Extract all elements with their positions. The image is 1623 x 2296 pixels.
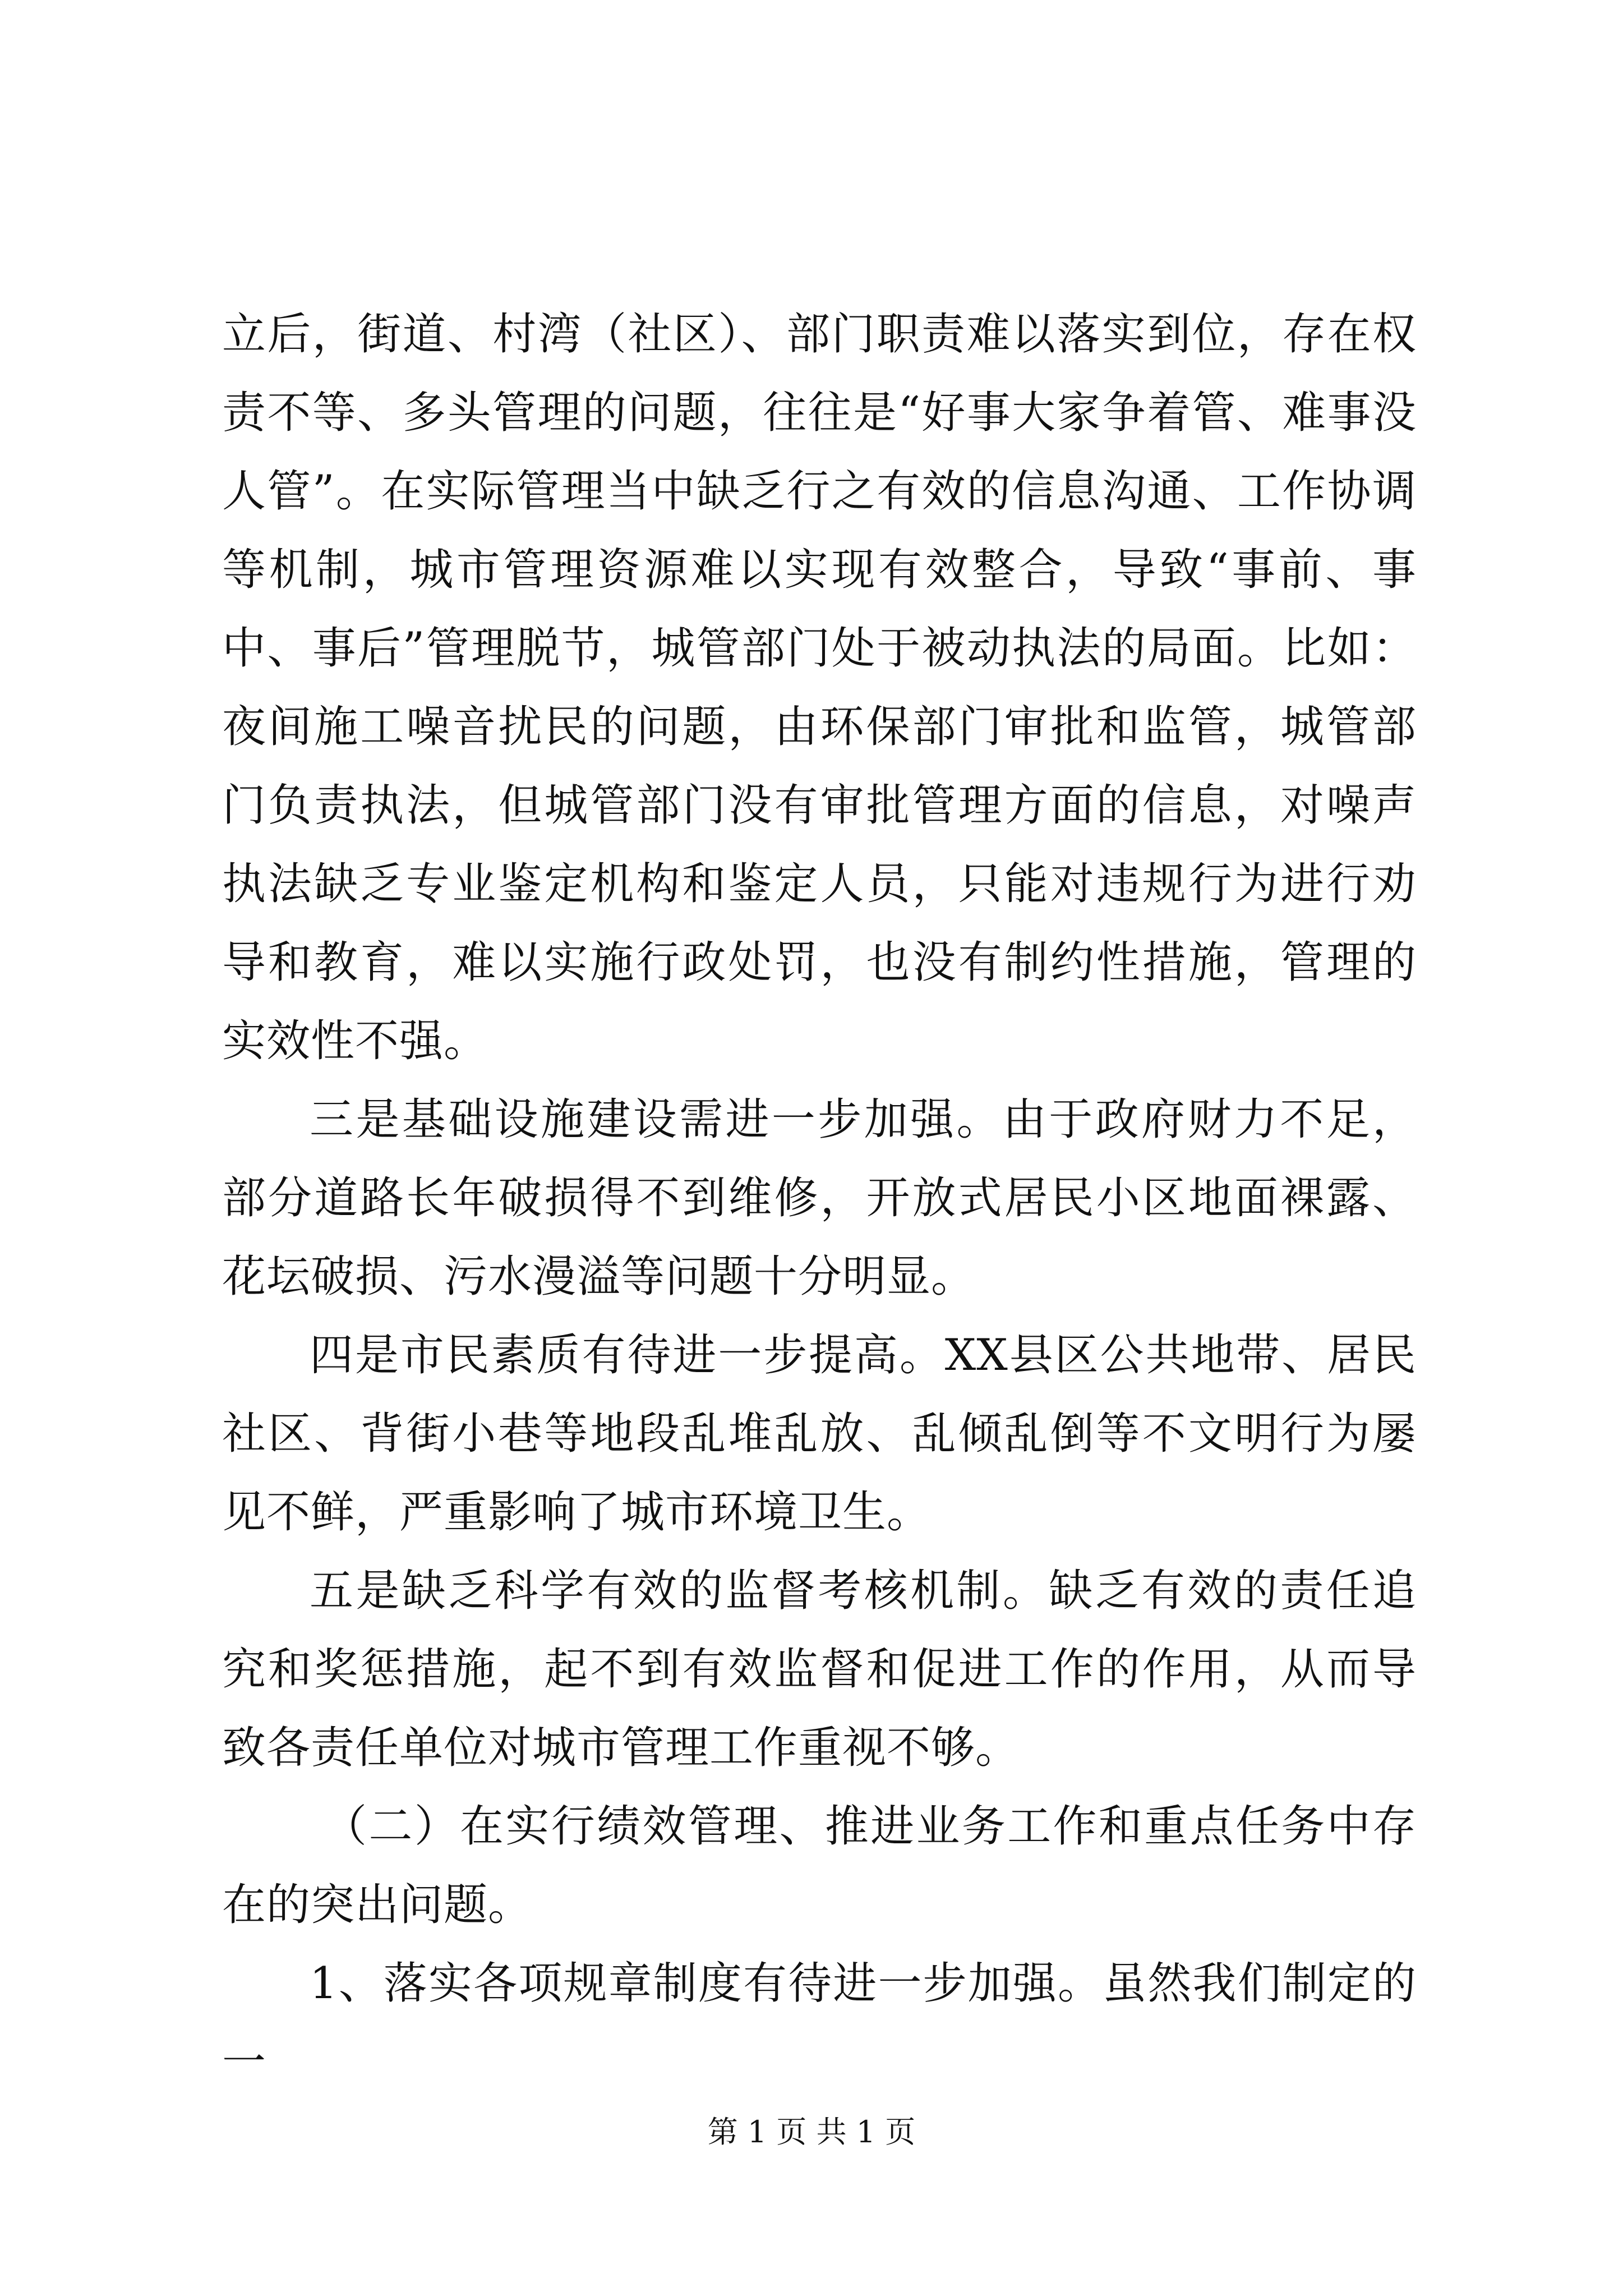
paragraph-4: 五是缺乏科学有效的监督考核机制。缺乏有效的责任追究和奖惩措施，起不到有效监督和促进工作的作用，从而导致各责任单位对城市管理工作重视不够。 bbox=[222, 1566, 1417, 1773]
paragraph-1: 立后，街道、村湾（社区）、部门职责难以落实到位，存在权责不等、多头管理的问题，往往是“好事大家争着管、难事没人管”。在实际管理当中缺乏行之有效的信息沟通、工作协调等机制，城市管理资源难以实现有效整合，导致“事前、事中、事后”管理脱节，城管部门处于被动执法的局面。比如：夜间施工噪音扰民的问题，由环保部门审批和监管，城管部门负责执法，但城管部门没有审批管理方面的信息，对噪声执法缺乏专业鉴定机构和鉴定人员，只能对违规行为进行劝导和教育，难以实施行政处罚，也没有制约性措施，管理的实效性不强。 bbox=[222, 309, 1417, 1066]
page-footer: 第 1 页 共 1 页 bbox=[707, 2114, 916, 2150]
section-heading: （二）在实行绩效管理、推进业务工作和重点任务中存在的突出问题。 bbox=[222, 1801, 1417, 1930]
paragraph-2: 三是基础设施建设需进一步加强。由于政府财力不足，部分道路长年破损得不到维修，开放式居民小区地面裸露、花坛破损、污水漫溢等问题十分明显。 bbox=[222, 1094, 1417, 1302]
paragraph-6: 1、落实各项规章制度有待进一步加强。虽然我们制定的一 bbox=[222, 1958, 1417, 2087]
paragraph-3: 四是市民素质有待进一步提高。XX县区公共地带、居民社区、背街小巷等地段乱堆乱放、乱倾乱倒等不文明行为屡见不鲜，严重影响了城市环境卫生。 bbox=[222, 1330, 1417, 1538]
document-body bbox=[222, 295, 1417, 2101]
